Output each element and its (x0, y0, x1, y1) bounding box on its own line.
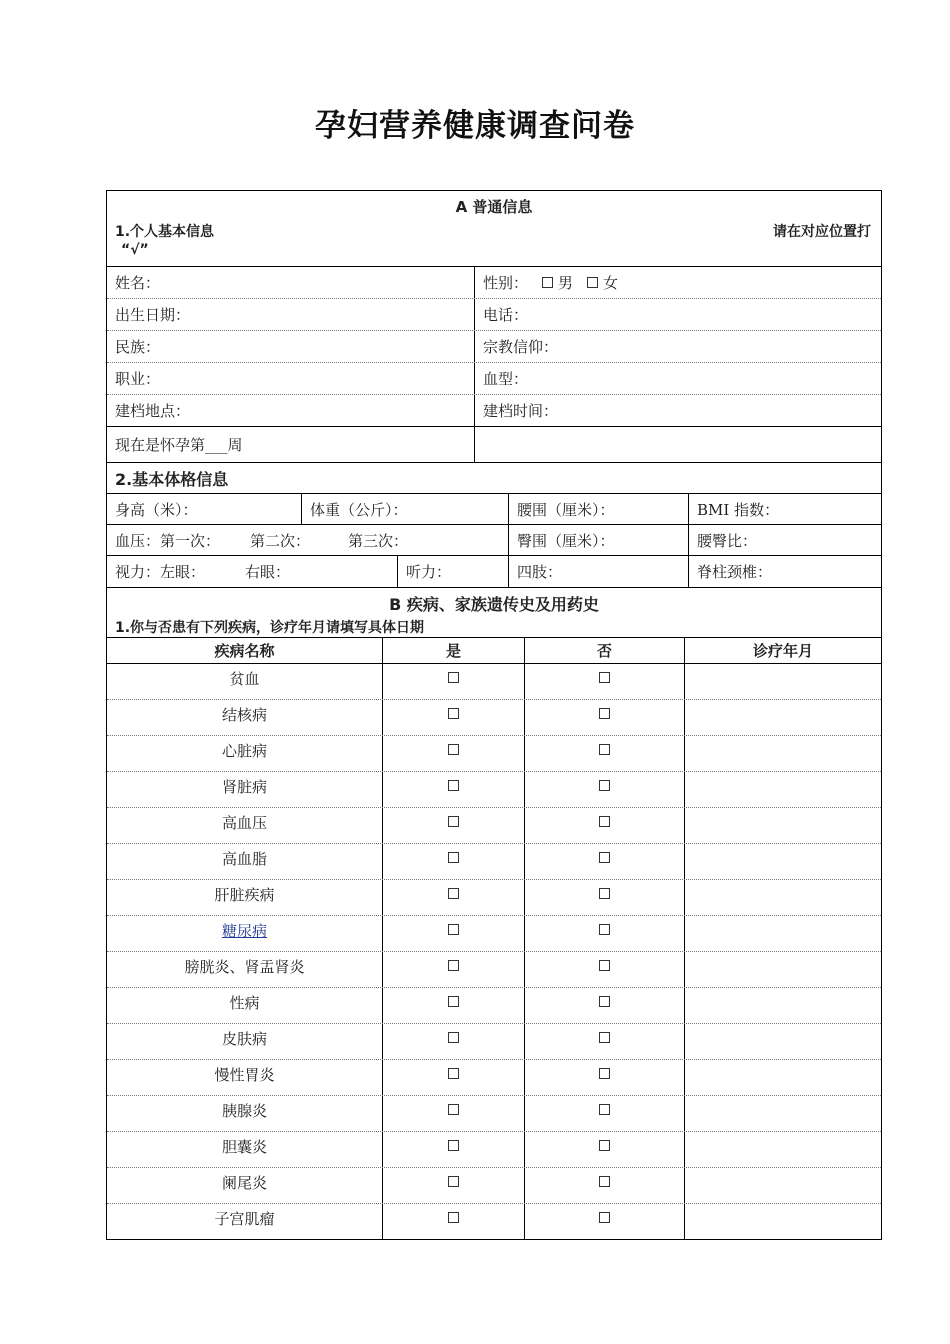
disease-name-cell (107, 664, 383, 699)
checkbox-icon[interactable] (599, 852, 610, 863)
disease-row (107, 1024, 881, 1060)
record-place-field[interactable]: 建档地点： (107, 395, 475, 426)
treatment-date-cell[interactable] (685, 1204, 881, 1239)
section-a-header (107, 191, 881, 267)
checkbox-icon[interactable] (448, 1176, 459, 1187)
no-cell (525, 916, 685, 951)
disease-row (107, 700, 881, 736)
disease-name: 贫血 (229, 670, 260, 688)
disease-name: 阑尾炎 (221, 1174, 267, 1192)
checkbox-icon[interactable] (448, 1212, 459, 1223)
disease-row (107, 952, 881, 988)
spine-field[interactable]: 脊柱颈椎： (697, 563, 773, 581)
vision-left-label: 视力：左眼： (115, 563, 206, 581)
checkbox-icon[interactable] (448, 672, 459, 683)
disease-name: 肝脏疾病 (214, 886, 275, 904)
disease-row (107, 1204, 881, 1239)
checkbox-icon[interactable] (599, 924, 610, 935)
physical-row (107, 494, 881, 525)
disease-name-cell (107, 700, 383, 735)
checkbox-icon[interactable] (542, 277, 553, 288)
check-instruction-mark: “√” (121, 242, 149, 258)
checkbox-icon[interactable] (448, 1104, 459, 1115)
treatment-date-cell[interactable] (685, 1024, 881, 1059)
disease-table-header (107, 638, 881, 664)
checkbox-icon[interactable] (599, 1032, 610, 1043)
vision-field[interactable] (107, 556, 398, 587)
no-cell (525, 1060, 685, 1095)
occupation-field[interactable]: 职业： (107, 363, 475, 394)
disease-name: 性病 (229, 994, 260, 1012)
yes-cell (383, 1204, 525, 1239)
treatment-date-cell[interactable] (685, 916, 881, 951)
yes-cell (383, 1168, 525, 1203)
treatment-date-cell[interactable] (685, 880, 881, 915)
pregnancy-week-field[interactable]: 现在是怀孕第___周 (107, 427, 475, 462)
checkbox-icon[interactable] (599, 1176, 610, 1187)
waist-field[interactable]: 腰围（厘米）： (509, 494, 689, 524)
disease-name-cell (107, 772, 383, 807)
disease-row (107, 1060, 881, 1096)
disease-name-cell (107, 1096, 383, 1131)
checkbox-icon[interactable] (448, 744, 459, 755)
checkbox-icon[interactable] (599, 996, 610, 1007)
disease-name: 结核病 (221, 706, 267, 724)
disease-name[interactable]: 糖尿病 (221, 922, 267, 940)
treatment-date-cell[interactable] (685, 808, 881, 843)
no-cell (525, 880, 685, 915)
bmi-field[interactable]: BMI 指数： (697, 500, 780, 519)
ethnicity-field[interactable]: 民族： (107, 331, 475, 362)
col-yes: 是 (383, 638, 525, 663)
gender-female-label: 女 (603, 274, 619, 292)
blood-type-field[interactable]: 血型： (483, 370, 529, 388)
birth-date-field[interactable]: 出生日期： (107, 299, 475, 330)
no-cell (525, 808, 685, 843)
disease-row (107, 916, 881, 952)
no-cell (525, 700, 685, 735)
checkbox-icon[interactable] (587, 277, 598, 288)
treatment-date-cell[interactable] (685, 700, 881, 735)
treatment-date-cell[interactable] (685, 664, 881, 699)
checkbox-icon[interactable] (448, 996, 459, 1007)
disease-name: 胆囊炎 (221, 1138, 267, 1156)
checkbox-icon[interactable] (599, 708, 610, 719)
treatment-date-cell[interactable] (685, 988, 881, 1023)
info-row (107, 427, 881, 463)
section-a-sub1: 1.个人基本信息 (115, 224, 215, 240)
disease-name-cell (107, 1132, 383, 1167)
section-a-title: A 普通信息 (455, 198, 533, 216)
disease-name-cell (107, 736, 383, 771)
disease-name-cell (107, 844, 383, 879)
blood-pressure-field[interactable] (107, 525, 509, 555)
col-disease-name: 疾病名称 (107, 638, 383, 663)
no-cell (525, 1204, 685, 1239)
col-no: 否 (525, 638, 685, 663)
yes-cell (383, 1024, 525, 1059)
disease-row (107, 1168, 881, 1204)
disease-name: 皮肤病 (221, 1030, 267, 1048)
gender-field (475, 267, 881, 298)
yes-cell (383, 664, 525, 699)
disease-name-cell (107, 1168, 383, 1203)
treatment-date-cell[interactable] (685, 952, 881, 987)
yes-cell (383, 736, 525, 771)
checkbox-icon[interactable] (599, 780, 610, 791)
treatment-date-cell[interactable] (685, 772, 881, 807)
disease-name: 高血脂 (221, 850, 267, 868)
checkbox-icon[interactable] (599, 744, 610, 755)
treatment-date-cell[interactable] (685, 1132, 881, 1167)
disease-row (107, 772, 881, 808)
checkbox-icon[interactable] (448, 1068, 459, 1079)
treatment-date-cell[interactable] (685, 1168, 881, 1203)
yes-cell (383, 988, 525, 1023)
check-instruction: 请在对应位置打 (773, 224, 871, 240)
checkbox-icon[interactable] (448, 924, 459, 935)
treatment-date-cell[interactable] (685, 1060, 881, 1095)
gender-male-option[interactable] (542, 272, 573, 293)
page-title: 孕妇营养健康调查问卷 (315, 108, 635, 144)
physical-info-header (107, 463, 881, 494)
yes-cell (383, 844, 525, 879)
disease-row (107, 844, 881, 880)
disease-name-cell (107, 1024, 383, 1059)
section-b-title: B 疾病、家族遗传史及用药史 (389, 595, 599, 614)
no-cell (525, 952, 685, 987)
col-treatment-date: 诊疗年月 (752, 642, 813, 660)
info-row (107, 267, 881, 299)
disease-row (107, 736, 881, 772)
vision-right-label: 右眼： (245, 563, 291, 581)
yes-cell (383, 952, 525, 987)
checkbox-icon[interactable] (599, 816, 610, 827)
yes-cell (383, 1096, 525, 1131)
disease-name-cell (107, 880, 383, 915)
no-cell (525, 1168, 685, 1203)
yes-cell (383, 916, 525, 951)
empty-cell (475, 427, 881, 462)
no-cell (525, 664, 685, 699)
bp-first-label: 血压：第一次： (115, 531, 221, 550)
no-cell (525, 988, 685, 1023)
no-cell (525, 1132, 685, 1167)
hip-field[interactable]: 臀围（厘米）： (509, 525, 689, 555)
treatment-date-cell[interactable] (685, 736, 881, 771)
disease-name-cell (107, 1060, 383, 1095)
disease-row (107, 808, 881, 844)
no-cell (525, 772, 685, 807)
no-cell (525, 736, 685, 771)
checkbox-icon[interactable] (448, 1032, 459, 1043)
info-row (107, 299, 881, 331)
checkbox-icon[interactable] (599, 672, 610, 683)
checkbox-icon[interactable] (599, 1212, 610, 1223)
bp-third-label: 第三次： (348, 531, 409, 550)
gender-male-label: 男 (558, 274, 574, 292)
disease-name: 子宫肌瘤 (214, 1210, 275, 1228)
record-time-field[interactable]: 建档时间： (483, 402, 559, 420)
disease-name-cell (107, 916, 383, 951)
disease-name: 膀胱炎、肾盂肾炎 (184, 958, 305, 976)
disease-name-cell (107, 808, 383, 843)
disease-name: 肾脏病 (221, 778, 267, 796)
height-field[interactable]: 身高（米）： (107, 494, 302, 524)
no-cell (525, 844, 685, 879)
disease-name-cell (107, 988, 383, 1023)
religion-field[interactable]: 宗教信仰： (483, 338, 559, 356)
physical-row (107, 556, 881, 588)
questionnaire-table (106, 190, 882, 1240)
no-cell (525, 1024, 685, 1059)
limbs-field[interactable]: 四肢： (509, 556, 689, 587)
phone-field[interactable]: 电话： (483, 306, 529, 324)
gender-female-option[interactable] (587, 272, 618, 293)
waist-hip-ratio-field[interactable]: 腰臀比： (697, 531, 758, 550)
hearing-field[interactable]: 听力： (398, 556, 509, 587)
weight-field[interactable]: 体重（公斤）： (302, 494, 509, 524)
bp-second-label: 第二次： (250, 531, 311, 550)
disease-name: 胰腺炎 (221, 1102, 267, 1120)
disease-row (107, 1096, 881, 1132)
disease-name-cell (107, 952, 383, 987)
treatment-date-cell[interactable] (685, 1096, 881, 1131)
checkbox-icon[interactable] (448, 708, 459, 719)
disease-row (107, 880, 881, 916)
name-field[interactable]: 姓名： (107, 267, 475, 298)
checkbox-icon[interactable] (448, 852, 459, 863)
disease-name: 慢性胃炎 (214, 1066, 275, 1084)
yes-cell (383, 1060, 525, 1095)
physical-row (107, 525, 881, 556)
disease-name: 高血压 (221, 814, 267, 832)
checkbox-icon[interactable] (448, 780, 459, 791)
disease-row (107, 1132, 881, 1168)
checkbox-icon[interactable] (448, 960, 459, 971)
yes-cell (383, 772, 525, 807)
info-row (107, 363, 881, 395)
checkbox-icon[interactable] (448, 888, 459, 899)
info-row (107, 395, 881, 427)
section-b-sub1: 1.你与否患有下列疾病，诊疗年月请填写具体日期 (115, 620, 425, 636)
yes-cell (383, 808, 525, 843)
checkbox-icon[interactable] (599, 1140, 610, 1151)
info-row (107, 331, 881, 363)
yes-cell (383, 880, 525, 915)
gender-label: 性别： (483, 274, 529, 292)
no-cell (525, 1096, 685, 1131)
disease-name: 心脏病 (221, 742, 267, 760)
section-a-sub2: 2.基本体格信息 (115, 469, 229, 489)
checkbox-icon[interactable] (599, 888, 610, 899)
treatment-date-cell[interactable] (685, 844, 881, 879)
section-b-header (107, 588, 881, 638)
disease-name-cell (107, 1204, 383, 1239)
checkbox-icon[interactable] (448, 1140, 459, 1151)
checkbox-icon[interactable] (599, 960, 610, 971)
checkbox-icon[interactable] (448, 816, 459, 827)
checkbox-icon[interactable] (599, 1104, 610, 1115)
disease-row (107, 664, 881, 700)
disease-rows (107, 664, 881, 1239)
yes-cell (383, 700, 525, 735)
checkbox-icon[interactable] (599, 1068, 610, 1079)
yes-cell (383, 1132, 525, 1167)
disease-row (107, 988, 881, 1024)
